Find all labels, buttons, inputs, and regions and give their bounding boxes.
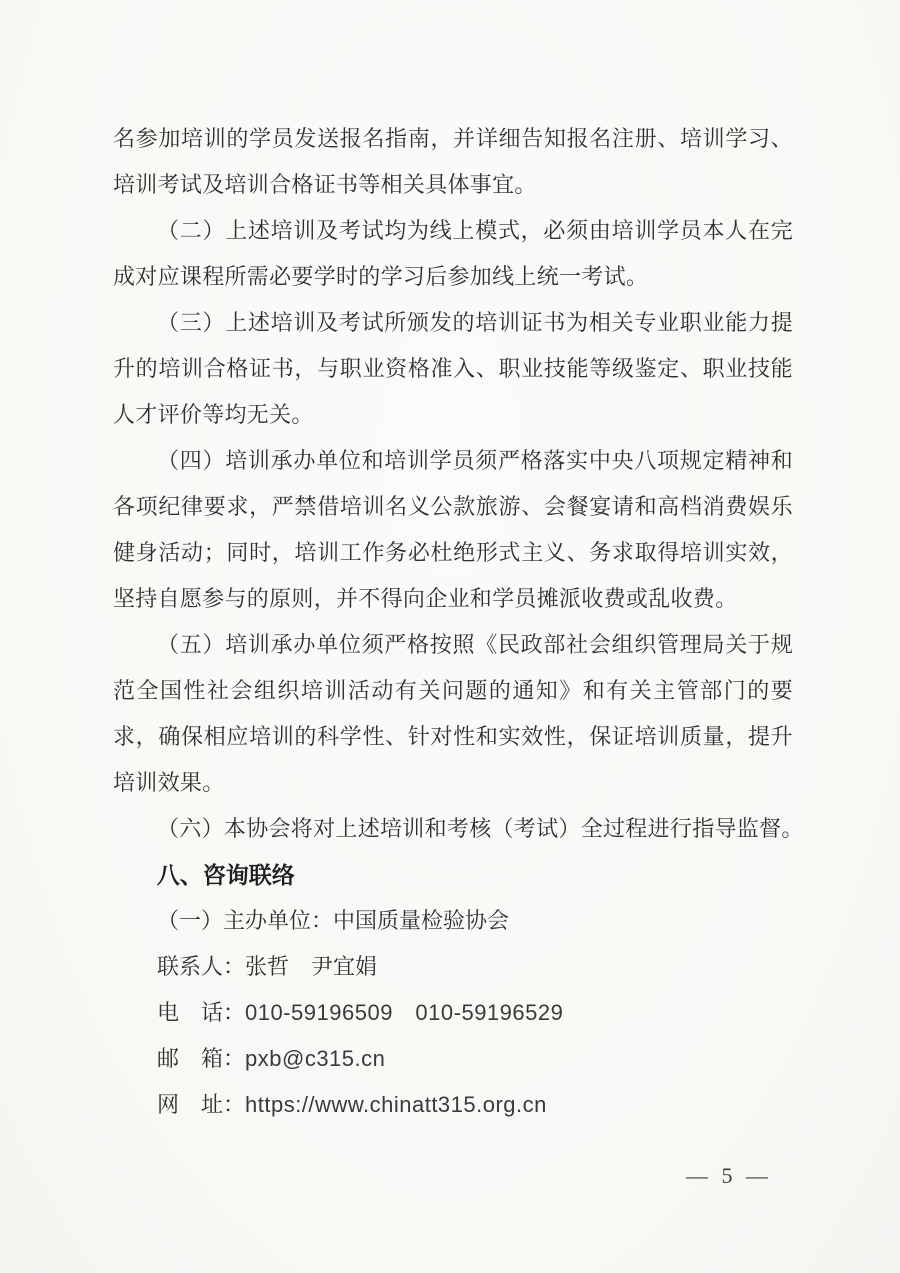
contact-website-value: https://www.chinatt315.org.cn	[245, 1092, 547, 1117]
body-paragraph-5: （五）培训承办单位须严格按照《民政部社会组织管理局关于规范全国性社会组织培训活动有关问题的通知》和有关主管部门的要求，确保相应培训的科学性、针对性和实效性，保证培训质量，提升培训效果。	[113, 632, 793, 795]
page-number: — 5 —	[686, 1163, 772, 1188]
contact-organizer-label: （一）主办单位：	[157, 908, 334, 933]
contact-line-email	[113, 1036, 793, 1082]
contact-person-value: 张哲 尹宜娟	[245, 954, 378, 979]
contact-email-value: pxb@c315.cn	[245, 1046, 386, 1071]
body-paragraph-4: （四）培训承办单位和培训学员须严格落实中央八项规定精神和各项纪律要求，严禁借培训名义公款旅游、会餐宴请和高档消费娱乐健身活动；同时，培训工作务必杜绝形式主义、务求取得培训实效，坚持自愿参与的原则，并不得向企业和学员摊派收费或乱收费。	[113, 448, 793, 611]
body-paragraph-6: （六）本协会将对上述培训和考核（考试）全过程进行指导监督。	[157, 816, 804, 841]
contact-website-label: 网 址：	[157, 1092, 246, 1117]
body-paragraph-3: （三）上述培训及考试所颁发的培训证书为相关专业职业能力提升的培训合格证书，与职业资格准入、职业技能等级鉴定、职业技能人才评价等均无关。	[113, 310, 793, 427]
contact-line-website	[113, 1082, 793, 1128]
contact-person-label: 联系人：	[157, 954, 246, 979]
contact-phone-value: 010-59196509 010-59196529	[245, 1000, 564, 1025]
contact-email-label: 邮 箱：	[157, 1046, 246, 1071]
contact-line-phone	[113, 990, 793, 1036]
section-heading: 八、咨询联络	[156, 862, 295, 888]
contact-line-organizer	[113, 898, 793, 944]
body-paragraph-continuation: 名参加培训的学员发送报名指南，并详细告知报名注册、培训学习、培训考试及培训合格证书等相关具体事宜。	[113, 126, 793, 197]
contact-line-person	[113, 944, 793, 990]
contact-organizer-value: 中国质量检验协会	[333, 908, 510, 933]
contact-phone-label: 电 话：	[157, 1000, 246, 1025]
document-body	[113, 116, 804, 1128]
body-paragraph-2: （二）上述培训及考试均为线上模式，必须由培训学员本人在完成对应课程所需必要学时的学习后参加线上统一考试。	[113, 218, 793, 289]
